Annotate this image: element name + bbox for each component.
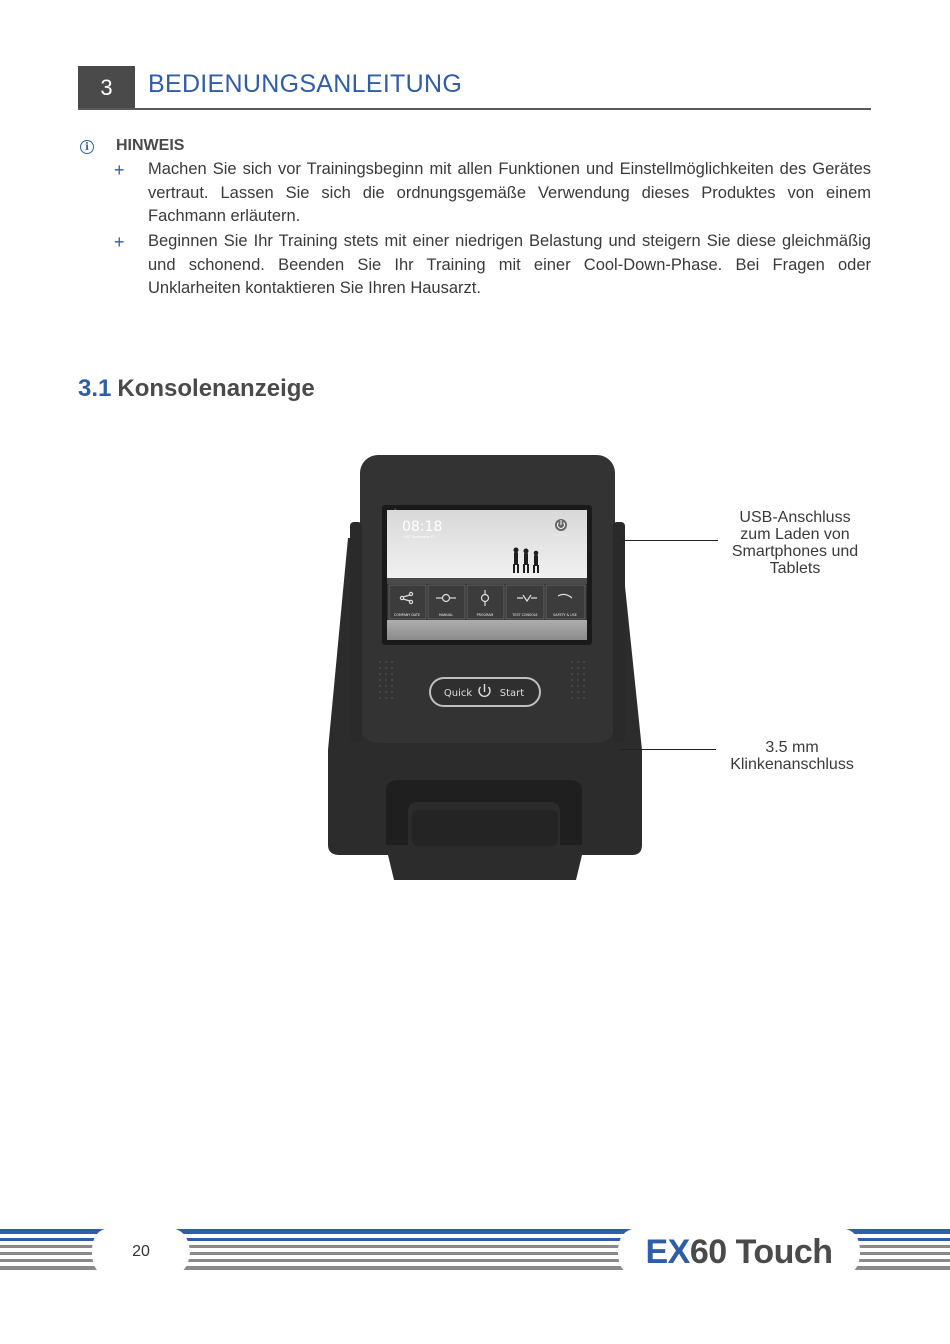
menu-label-1: COMPANY DATE	[394, 613, 420, 617]
audio-callout-line-2: Klinkenanschluss	[730, 756, 854, 773]
bullet-plus-icon: +	[114, 232, 125, 252]
audio-callout-text	[712, 739, 872, 773]
subsection-number: 3.1	[78, 375, 112, 402]
menu-label-5: SAFETY & USE	[553, 613, 577, 617]
usb-callout-line-2: zum Laden von	[740, 526, 850, 543]
bullet-plus-icon: +	[114, 160, 125, 180]
brand-prefix: EX	[645, 1232, 690, 1271]
audio-callout-line-1: 3.5 mm	[765, 739, 819, 756]
screen-chevron-icon: ˅	[394, 509, 397, 515]
hinweis-label: HINWEIS	[116, 137, 185, 154]
page-number: 20	[132, 1243, 150, 1260]
brand-suffix: 60 Touch	[689, 1232, 833, 1271]
section-title: BEDIENUNGSANLEITUNG	[148, 70, 463, 98]
usb-callout-line-4: Tablets	[769, 560, 821, 577]
usb-callout-line-1: USB-Anschluss	[739, 509, 851, 526]
menu-label-3: PROGRAM	[476, 613, 494, 617]
screen-power-label: Quick Start	[552, 533, 570, 537]
hinweis-item-2: Beginnen Sie Ihr Training stets mit einer niedrigen Belastung und steigern Sie diese gleichmäßig und schonend. Beenden Sie Ihr Training mit einer Cool-Down-Phase. Bei Fragen oder Unklarheiten kontaktieren Sie Ihren Hausarzt.	[148, 232, 871, 297]
usb-callout-text	[712, 509, 878, 577]
section-rule	[78, 108, 871, 110]
subsection-label: Konsolenanzeige	[117, 375, 315, 402]
console-illustration	[320, 450, 660, 882]
brand-logo	[620, 1228, 858, 1276]
usb-callout-line-3: Smartphones und	[731, 543, 859, 560]
quick-label: Quick	[443, 688, 473, 699]
menu-label-4: TEST CONSOLE	[512, 613, 538, 617]
screen-date: SAT December 01	[404, 535, 436, 539]
hinweis-item-1: Machen Sie sich vor Trainingsbeginn mit allen Funktionen und Einstellmöglichkeiten des Gerätes vertraut. Lassen Sie sich die ordnungsgemäße Verwendung dieses Produktes von einem Fachmann erläutern.	[148, 160, 871, 225]
subsection-title	[78, 375, 315, 403]
start-label: Start	[499, 688, 525, 699]
menu-label-2: MANUAL	[438, 613, 454, 617]
screen-time: 08:18	[402, 519, 443, 535]
audio-callout-line	[620, 749, 716, 750]
console-handle-inner	[412, 810, 558, 846]
info-icon: i	[80, 140, 94, 154]
usb-callout-line	[622, 540, 718, 541]
section-number: 3	[78, 66, 135, 110]
